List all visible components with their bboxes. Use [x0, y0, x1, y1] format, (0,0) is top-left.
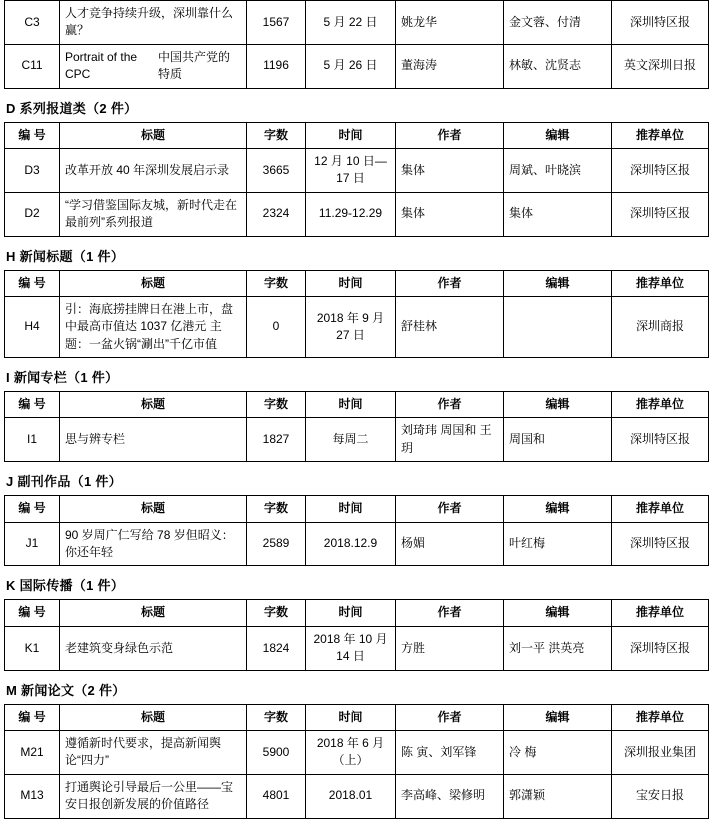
- cell-author: 舒桂林: [396, 296, 504, 357]
- cell-title: 引：海底捞挂牌日在港上市，盘中最高市值达 1037 亿港元 主题：一盆火锅“涮出”千亿市值: [60, 296, 247, 357]
- cell-editor: 冷 梅: [504, 730, 612, 774]
- section-heading-h: H 新闻标题（1 件）: [6, 248, 125, 264]
- header-words: 字数: [247, 122, 306, 148]
- cell-editor: 叶红梅: [504, 522, 612, 566]
- cell-editor: 集体: [504, 192, 612, 236]
- section-table-i: [4, 391, 709, 462]
- header-unit: 推荐单位: [612, 392, 709, 418]
- header-author: 作者: [396, 704, 504, 730]
- cell-time: 2018 年 9 月 27 日: [306, 296, 396, 357]
- header-editor: 编辑: [504, 122, 612, 148]
- section-table-h: [4, 270, 709, 359]
- cell-title: 人才竞争持续升级，深圳靠什么赢？: [60, 1, 247, 45]
- header-editor: 编辑: [504, 704, 612, 730]
- table-body: [5, 522, 709, 566]
- header-words: 字数: [247, 270, 306, 296]
- cell-words: 3665: [247, 148, 306, 192]
- cell-code: J1: [5, 522, 60, 566]
- header-unit: 推荐单位: [612, 122, 709, 148]
- cell-code: D3: [5, 148, 60, 192]
- cell-words: 2324: [247, 192, 306, 236]
- cell-code: D2: [5, 192, 60, 236]
- cell-title: 遵循新时代要求，提高新闻舆论“四力”: [60, 730, 247, 774]
- header-unit: 推荐单位: [612, 704, 709, 730]
- header-author: 作者: [396, 270, 504, 296]
- cell-title: [60, 44, 247, 88]
- table-row: [5, 626, 709, 670]
- cell-title: 90 岁周广仁写给 78 岁但昭义：你还年轻: [60, 522, 247, 566]
- cell-author: 李高峰、梁修明: [396, 774, 504, 818]
- cell-unit: 深圳报业集团: [612, 730, 709, 774]
- cell-time: 2018 年 6 月（上）: [306, 730, 396, 774]
- header-row: [5, 270, 709, 296]
- cell-code: C3: [5, 1, 60, 45]
- section-table-d: [4, 122, 709, 237]
- table-body: [5, 626, 709, 670]
- header-author: 作者: [396, 496, 504, 522]
- header-time: 时间: [306, 704, 396, 730]
- cell-unit: 深圳商报: [612, 296, 709, 357]
- cell-code: M13: [5, 774, 60, 818]
- cell-author: 刘琦玮 周国和 王玥: [396, 418, 504, 462]
- table-row: [5, 730, 709, 774]
- header-words: 字数: [247, 392, 306, 418]
- cell-unit: 深圳特区报: [612, 192, 709, 236]
- header-time: 时间: [306, 270, 396, 296]
- cell-words: 0: [247, 296, 306, 357]
- cell-time: 12 月 10 日—17 日: [306, 148, 396, 192]
- table-row: [5, 44, 709, 88]
- header-code: 编 号: [5, 496, 60, 522]
- table-header: [5, 600, 709, 626]
- header-time: 时间: [306, 392, 396, 418]
- table-row: [5, 296, 709, 357]
- cell-editor: 周斌、叶晓滨: [504, 148, 612, 192]
- section-table-m: [4, 704, 709, 819]
- table-row: [5, 192, 709, 236]
- section-heading-k: K 国际传播（1 件）: [6, 578, 125, 594]
- header-editor: 编辑: [504, 392, 612, 418]
- cell-editor: 林敏、沈贤志: [504, 44, 612, 88]
- header-title: 标题: [60, 704, 247, 730]
- header-unit: 推荐单位: [612, 270, 709, 296]
- section-table-k: [4, 599, 709, 670]
- cell-code: I1: [5, 418, 60, 462]
- header-code: 编 号: [5, 270, 60, 296]
- table-body: [5, 148, 709, 236]
- header-editor: 编辑: [504, 496, 612, 522]
- cell-author: 姚龙华: [396, 1, 504, 45]
- header-title: 标题: [60, 122, 247, 148]
- cell-title: 改革开放 40 年深圳发展启示录: [60, 148, 247, 192]
- cell-time: 2018 年 10 月 14 日: [306, 626, 396, 670]
- header-code: 编 号: [5, 600, 60, 626]
- cell-words: 2589: [247, 522, 306, 566]
- cell-author: 杨媚: [396, 522, 504, 566]
- table-header: [5, 704, 709, 730]
- cell-time: 5 月 22 日: [306, 1, 396, 45]
- cell-title-latin: Portrait of the CPC: [65, 49, 138, 82]
- section-heading-i: I 新闻专栏（1 件）: [6, 370, 119, 386]
- header-row: [5, 704, 709, 730]
- table-body: [5, 296, 709, 357]
- table-header: [5, 392, 709, 418]
- header-row: [5, 122, 709, 148]
- header-words: 字数: [247, 600, 306, 626]
- section-heading-j: J 副刊作品（1 件）: [6, 474, 122, 490]
- cell-unit: 宝安日报: [612, 774, 709, 818]
- cell-author: 陈 寅、刘军锋: [396, 730, 504, 774]
- table-body: [5, 730, 709, 818]
- cell-title: “学习借鉴国际友城，新时代走在最前列”系列报道: [60, 192, 247, 236]
- cell-words: 1827: [247, 418, 306, 462]
- table-header: [5, 270, 709, 296]
- table-header: [5, 122, 709, 148]
- cell-unit: 深圳特区报: [612, 418, 709, 462]
- cell-unit: 深圳特区报: [612, 1, 709, 45]
- header-row: [5, 600, 709, 626]
- header-time: 时间: [306, 600, 396, 626]
- cell-unit: 英文深圳日报: [612, 44, 709, 88]
- header-time: 时间: [306, 496, 396, 522]
- table-body: [5, 418, 709, 462]
- cell-title: 打通舆论引导最后一公里——宝安日报创新发展的价值路径: [60, 774, 247, 818]
- header-row: [5, 392, 709, 418]
- cell-time: 11.29-12.29: [306, 192, 396, 236]
- header-words: 字数: [247, 496, 306, 522]
- cell-words: 1824: [247, 626, 306, 670]
- table-row: [5, 418, 709, 462]
- header-author: 作者: [396, 392, 504, 418]
- table-row: [5, 522, 709, 566]
- cell-title: 老建筑变身绿色示范: [60, 626, 247, 670]
- header-author: 作者: [396, 600, 504, 626]
- section-heading-m: M 新闻论文（2 件）: [6, 682, 126, 698]
- cell-unit: 深圳特区报: [612, 626, 709, 670]
- header-code: 编 号: [5, 704, 60, 730]
- cell-editor: 周国和: [504, 418, 612, 462]
- table-row: [5, 148, 709, 192]
- header-words: 字数: [247, 704, 306, 730]
- header-title: 标题: [60, 496, 247, 522]
- cell-code: C11: [5, 44, 60, 88]
- continuation-table: [4, 0, 709, 89]
- cell-author: 方胜: [396, 626, 504, 670]
- cell-time: 5 月 26 日: [306, 44, 396, 88]
- table-row: [5, 774, 709, 818]
- header-unit: 推荐单位: [612, 600, 709, 626]
- cell-time: 2018.12.9: [306, 522, 396, 566]
- cell-author: 集体: [396, 148, 504, 192]
- header-editor: 编辑: [504, 600, 612, 626]
- cell-time: 2018.01: [306, 774, 396, 818]
- cell-words: 5900: [247, 730, 306, 774]
- cell-words: 1196: [247, 44, 306, 88]
- header-time: 时间: [306, 122, 396, 148]
- cell-editor: [504, 296, 612, 357]
- header-author: 作者: [396, 122, 504, 148]
- table-body: [5, 1, 709, 89]
- cell-editor: 刘一平 洪英亮: [504, 626, 612, 670]
- header-editor: 编辑: [504, 270, 612, 296]
- cell-words: 1567: [247, 1, 306, 45]
- header-code: 编 号: [5, 392, 60, 418]
- cell-code: M21: [5, 730, 60, 774]
- cell-unit: 深圳特区报: [612, 148, 709, 192]
- cell-editor: 金文蓉、付清: [504, 1, 612, 45]
- header-title: 标题: [60, 392, 247, 418]
- cell-unit: 深圳特区报: [612, 522, 709, 566]
- header-row: [5, 496, 709, 522]
- header-title: 标题: [60, 600, 247, 626]
- header-code: 编 号: [5, 122, 60, 148]
- table-row: [5, 1, 709, 45]
- cell-code: H4: [5, 296, 60, 357]
- cell-title: 思与辨专栏: [60, 418, 247, 462]
- table-header: [5, 496, 709, 522]
- header-unit: 推荐单位: [612, 496, 709, 522]
- cell-author: 董海涛: [396, 44, 504, 88]
- cell-time: 每周二: [306, 418, 396, 462]
- cell-title-cn: 中国共产党的特质: [158, 49, 231, 82]
- cell-editor: 郭潇颖: [504, 774, 612, 818]
- section-table-j: [4, 495, 709, 566]
- cell-author: 集体: [396, 192, 504, 236]
- cell-words: 4801: [247, 774, 306, 818]
- header-title: 标题: [60, 270, 247, 296]
- cell-code: K1: [5, 626, 60, 670]
- section-heading-d: D 系列报道类（2 件）: [6, 100, 138, 116]
